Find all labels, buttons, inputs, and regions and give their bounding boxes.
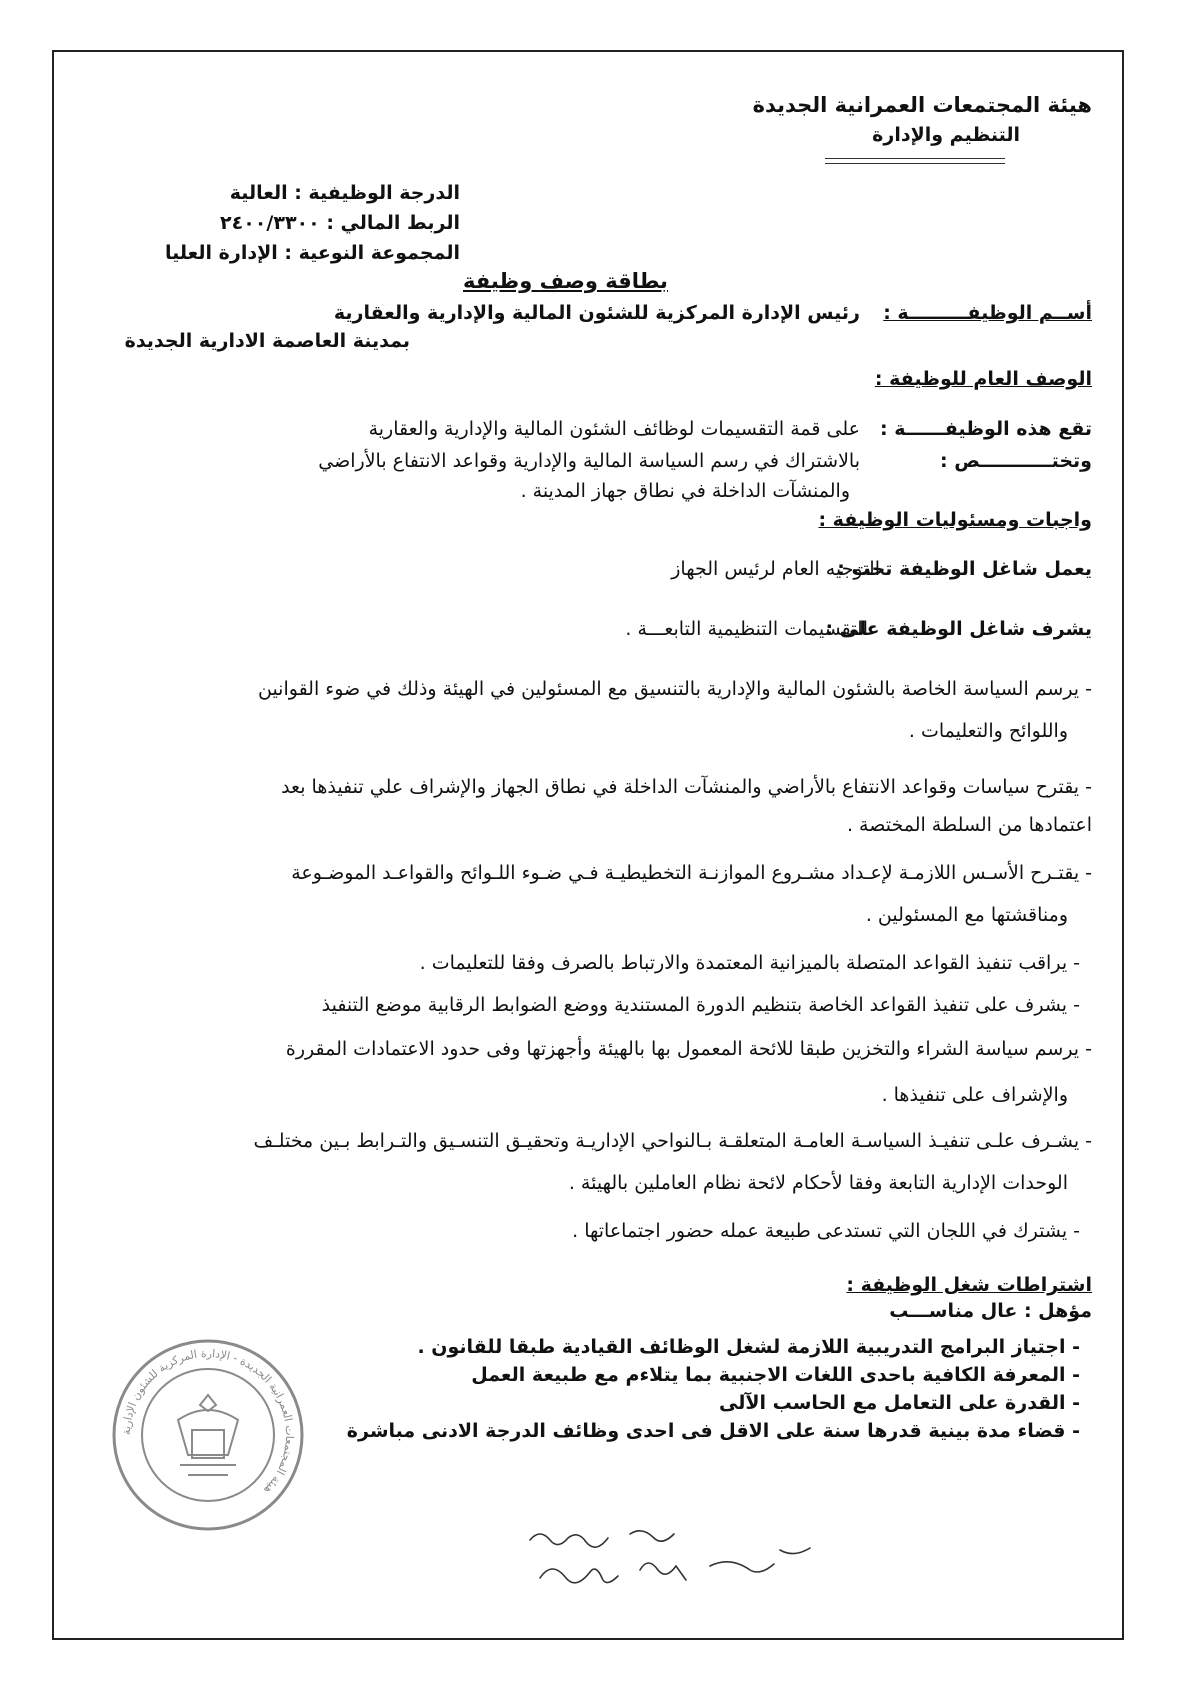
works-under-value: التوجيه العام لرئيس الجهاز xyxy=(671,558,880,580)
job-specialty-value: بالاشتراك في رسم السياسة المالية والإدارية وقواعد الانتفاع بالأراضي xyxy=(318,450,860,472)
works-under-label: يعمل شاغل الوظيفة تحت : xyxy=(837,558,1092,580)
duty-item: - يراقب تنفيذ القواعد المتصلة بالميزانية المعتمدة والارتباط بالصرف وفقا للتعليمات . xyxy=(419,952,1080,974)
duty-item: - يرسم السياسة الخاصة بالشئون المالية والإدارية بالتنسيق مع المسئولين في الهيئة وذلك في ضوء القوانين xyxy=(257,678,1092,700)
duty-item-cont: والإشراف على تنفيذها . xyxy=(881,1084,1068,1106)
requirement-item: - القدرة على التعامل مع الحاسب الآلى xyxy=(719,1392,1080,1414)
job-name-value-line2: بمدينة العاصمة الادارية الجديدة xyxy=(124,330,410,352)
duty-item: - يشـرف علـى تنفيـذ السياسـة العامـة المتعلقـة بـالنواحي الإداريـة وتحقيـق التنسـيق والتـرابط بـين مختلـف xyxy=(253,1130,1092,1152)
official-stamp xyxy=(108,1335,308,1535)
job-name-value: رئيس الإدارة المركزية للشئون المالية والإدارية والعقارية xyxy=(333,302,860,324)
org-name: هيئة المجتمعات العمرانية الجديدة xyxy=(752,93,1092,117)
duty-item-cont: واللوائح والتعليمات . xyxy=(908,720,1068,742)
grade-group: المجموعة النوعية : الإدارة العليا xyxy=(165,242,460,264)
duty-item: - يقترح سياسات وقواعد الانتفاع بالأراضي والمنشآت الداخلة في نطاق الجهاز والإشراف علي تنفيذها بعد xyxy=(281,776,1092,798)
qualification: مؤهل : عال مناســـب xyxy=(889,1300,1092,1322)
duties-heading: واجبات ومسئوليات الوظيفة : xyxy=(818,509,1092,531)
requirement-item: - المعرفة الكافية باحدى اللغات الاجنبية بما يتلاءم مع طبيعة العمل xyxy=(471,1364,1080,1386)
duty-item-cont: اعتمادها من السلطة المختصة . xyxy=(846,814,1092,836)
supervises-value: التقسيمات التنظيمية التابعـــة . xyxy=(625,618,868,640)
grade-salary: الربط المالي : ٢٤٠٠/٣٣٠٠ xyxy=(220,212,460,234)
svg-text:هيئة المجتمعات العمرانية الجدي: هيئة المجتمعات العمرانية الجديدة - الإدارة المركزية للشئون الإدارية xyxy=(119,1346,297,1497)
job-specialty-label: وتختـــــــــــص : xyxy=(940,450,1092,472)
job-specialty-value-line2: والمنشآت الداخلة في نطاق جهاز المدينة . xyxy=(520,480,850,502)
handwritten-signature xyxy=(520,1520,840,1610)
header-divider xyxy=(825,158,1005,164)
org-department: التنظيم والإدارة xyxy=(872,124,1020,146)
duty-item-cont: ومناقشتها مع المسئولين . xyxy=(865,904,1068,926)
duty-item: - يشترك في اللجان التي تستدعى طبيعة عمله حضور اجتماعاتها . xyxy=(572,1220,1080,1242)
duty-item-cont: الوحدات الإدارية التابعة وفقا لأحكام لائحة نظام العاملين بالهيئة . xyxy=(568,1172,1068,1194)
requirement-item: - اجتياز البرامج التدريبية اللازمة لشغل الوظائف القيادية طبقا للقانون . xyxy=(417,1336,1080,1358)
duty-item: - يشرف على تنفيذ القواعد الخاصة بتنظيم الدورة المستندية ووضع الضوابط الرقابية موضع التنفيذ xyxy=(321,994,1080,1016)
general-desc-heading: الوصف العام للوظيفة : xyxy=(874,368,1092,390)
duty-item: - يرسم سياسة الشراء والتخزين طبقا للائحة المعمول بها بالهيئة وأجهزتها وفى حدود الاعتمادات المقررة xyxy=(285,1038,1092,1060)
job-location-value: على قمة التقسيمات لوظائف الشئون المالية والإدارية والعقارية xyxy=(368,418,860,440)
card-title: بطاقة وصف وظيفة xyxy=(463,269,668,293)
job-name-label: أســم الوظيفـــــــــة : xyxy=(883,302,1092,324)
requirement-item: - قضاء مدة بينية قدرها سنة على الاقل فى احدى وظائف الدرجة الادنى مباشرة xyxy=(346,1420,1080,1442)
duty-item: - يقتـرح الأسـس اللازمـة لإعـداد مشـروع الموازنـة التخطيطيـة فـي ضـوء اللـوائح والقواعـد الموضـوعة xyxy=(291,862,1092,884)
job-location-label: تقع هذه الوظيفــــــة : xyxy=(880,418,1092,440)
grade-level: الدرجة الوظيفية : العالية xyxy=(229,182,460,204)
requirements-heading: اشتراطات شغل الوظيفة : xyxy=(846,1274,1092,1296)
supervises-label: يشرف شاغل الوظيفة على : xyxy=(825,618,1092,640)
